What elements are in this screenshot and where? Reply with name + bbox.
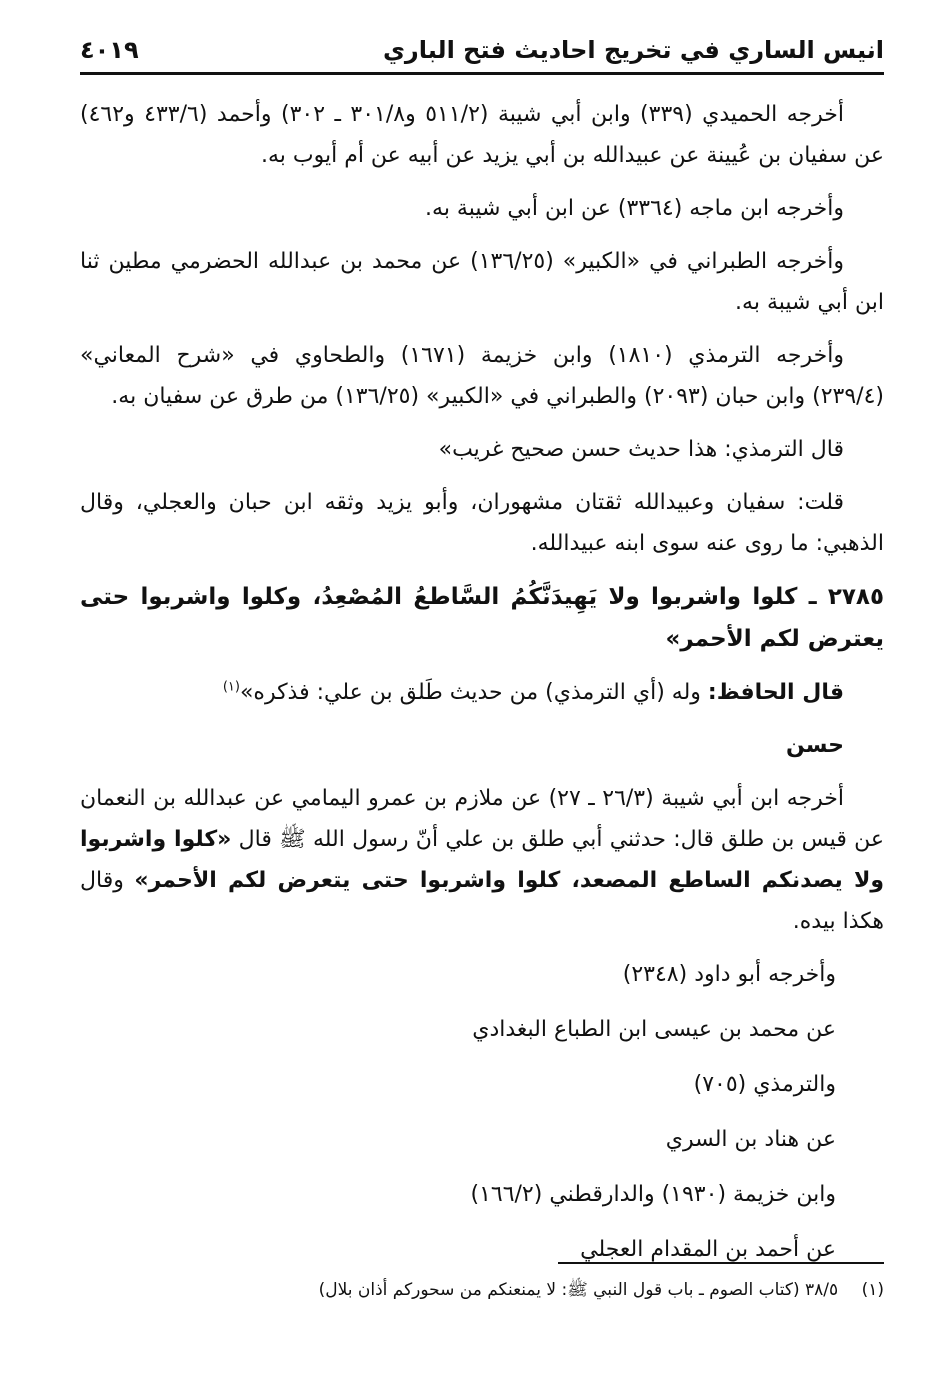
page-number: ٤٠١٩ xyxy=(80,36,139,64)
list-line: وابن خزيمة (١٩٣٠) والدارقطني (١٦٦/٢) xyxy=(470,1182,836,1207)
main-text xyxy=(80,94,884,1284)
hafiz-label: قال الحافظ: xyxy=(707,680,844,705)
takhrij-matn: «كلوا واشربوا ولا يصدنكم الساطع المصعد، كلوا واشربوا حتى يتعرض لكم الأحمر» xyxy=(80,827,884,893)
hafiz-statement xyxy=(80,672,884,713)
list-line: عن أحمد بن المقدام العجلي xyxy=(580,1237,836,1262)
takhrij-intro: أخرجه ابن أبي شيبة (٢٦/٣ ـ ٢٧) عن ملازم بن عمرو اليمامي عن عبدالله بن النعمان عن قيس بن طلق قال: حدثني أبي طلق بن علي أنّ رسول الله ﷺ قال xyxy=(80,786,884,852)
footnote xyxy=(80,1276,884,1304)
takhrij-paragraph xyxy=(80,778,884,942)
paragraph-author-comment: قلت: سفيان وعبيدالله ثقتان مشهوران، وأبو يزيد وثقه ابن حبان والعجلي، وقال الذهبي: ما روى عنه سوى ابنه عبيدالله. xyxy=(80,490,884,556)
running-header xyxy=(80,32,884,75)
list-line: عن هناد بن السري xyxy=(665,1127,836,1152)
footnote-divider xyxy=(558,1262,884,1264)
hafiz-text: وله (أي الترمذي) من حديث طَلق بن علي: فذكره» xyxy=(239,680,701,705)
hadith-grade: حسن xyxy=(785,733,844,758)
takhrij-tail: وقال هكذا بيده. xyxy=(80,868,884,934)
list-line: وأخرجه أبو داود (٢٣٤٨) xyxy=(622,962,836,987)
footnote-text: ٣٨/٥ (كتاب الصوم ـ باب قول النبي ﷺ: لا يمنعنكم من سحوركم أذان بلال) xyxy=(318,1280,839,1300)
paragraph-tabarani: وأخرجه الطبراني في «الكبير» (١٣٦/٢٥) عن محمد بن عبدالله الحضرمي مطين ثنا ابن أبي شيبة به. xyxy=(80,249,884,315)
paragraph-tirmidhi: وأخرجه الترمذي (١٨١٠) وابن خزيمة (١٦٧١) والطحاوي في «شرح المعاني» (٢٣٩/٤) وابن حبان (٢٠٩٣) والطبراني في «الكبير» (١٣٦/٢٥) من طرق عن سفيان به. xyxy=(80,343,884,409)
list-line: والترمذي (٧٠٥) xyxy=(693,1072,836,1097)
paragraph-humaydi: أخرجه الحميدي (٣٣٩) وابن أبي شيبة (٥١١/٢ و٣٠١/٨ ـ ٣٠٢) وأحمد (٤٣٣/٦ و٤٦٢) عن سفيان بن عُيينة عن عبيدالله بن أبي يزيد عن أبيه عن أم أيوب به. xyxy=(80,102,884,168)
paragraph-tirmidhi-grading: قال الترمذي: هذا حديث حسن صحيح غريب» xyxy=(438,437,844,462)
paragraph-ibn-majah: وأخرجه ابن ماجه (٣٣٦٤) عن ابن أبي شيبة به. xyxy=(425,196,844,221)
list-line: عن محمد بن عيسى ابن الطباع البغدادي xyxy=(472,1017,836,1042)
footnote-reference: (١) xyxy=(222,679,240,695)
footnote-number: (١) xyxy=(861,1280,884,1300)
hadith-heading: ٢٧٨٥ ـ كلوا واشربوا ولا يَهِيدَنَّكُمُ السَّاطعُ المُصْعِدُ، وكلوا واشربوا حتى يعترض لكم الأحمر» xyxy=(80,584,884,652)
book-title: انيس الساري في تخريج احاديث فتح الباري xyxy=(382,36,884,64)
